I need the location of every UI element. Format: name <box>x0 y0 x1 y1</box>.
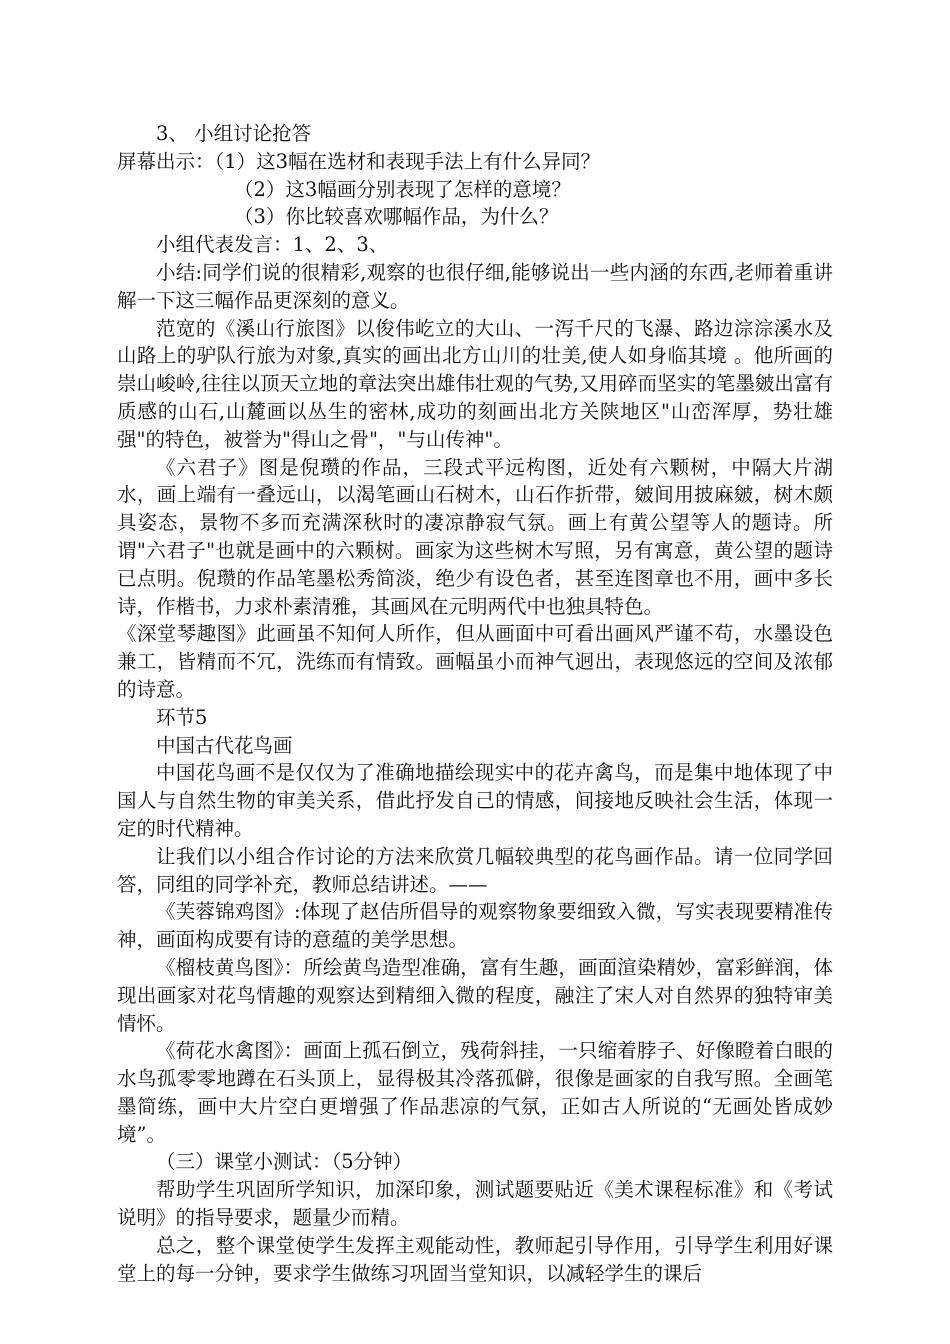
document-body <box>117 120 833 1287</box>
hehua-paragraph: 《荷花水禽图》：画面上孤石倒立，残荷斜挂，一只缩着脖子、好像瞪着白眼的水鸟孤零零地蹲在石头顶上，显得极其冷落孤僻，很像是画家的自我写照。全画笔墨简练，画中大片空白更增强了作品悲凉的气氛，正如古人所说的“无画处皆成妙境”。 <box>117 1039 833 1146</box>
liujunzi-paragraph: 《六君子》图是倪瓒的作品，三段式平远构图，近处有六颗树，中隔大片湖水，画上端有一叠远山，以渴笔画山石树木，山石作折带，皴间用披麻皴，树木颇具姿态，景物不多而充满深秋时的凄凉静寂气氛。画上有黄公望等人的题诗。所谓"六君子"也就是画中的六颗树。画家为这些树木写照，另有寓意，黄公望的题诗已点明。倪瓒的作品笔墨松秀简淡，绝少有设色者，甚至连图章也不用，画中多长诗，作楷书，力求朴素清雅，其画风在元明两代中也独具特色。 <box>117 455 833 618</box>
summary-paragraph: 小结:同学们说的很精彩,观察的也很仔细,能够说出一些内涵的东西,老师着重讲解一下这三幅作品更深刻的意义。 <box>117 260 833 312</box>
screen-prompt-3: （3）你比较喜欢哪幅作品，为什么？ <box>234 205 559 229</box>
quiz-paragraph: 帮助学生巩固所学知识，加深印象，测试题要贴近《美术课程标准》和《考试说明》的指导要求，题量少而精。 <box>117 1178 833 1230</box>
conclusion-paragraph: 总之，整个课堂使学生发挥主观能动性，教师起引导作用，引导学生利用好课堂上的每一分钟，要求学生做练习巩固当堂知识，以减轻学生的课后 <box>117 1233 833 1285</box>
xishan-paragraph: 范宽的《溪山行旅图》以俊伟屹立的大山、一泻千尺的飞瀑、路边淙淙溪水及山路上的驴队行旅为对象,真实的画出北方山川的壮美,使人如身临其境 。他所画的崇山峻岭,往往以顶天立地的章法突出雄伟壮观的气势,又用碎而坚实的笔墨皴出富有质感的山石,山麓画以丛生的密林,成功的刻画出北方关陕地区"山峦浑厚，势壮雄强"的特色，被誉为"得山之骨"，"与山传神"。 <box>117 316 833 451</box>
furong-paragraph: 《芙蓉锦鸡图》:体现了赵佶所倡导的观察物象要细致入微，写实表现要精准传神，画面构成要有诗的意蕴的美学思想。 <box>117 900 833 952</box>
quiz-heading: （三）课堂小测试：（5分钟） <box>156 1150 413 1174</box>
huaniao-intro-paragraph: 中国花鸟画不是仅仅为了准确地描绘现实中的花卉禽鸟，而是集中地体现了中国人与自然生物的审美关系，借此抒发自己的情感，间接地反映社会生活，体现一定的时代精神。 <box>117 761 833 840</box>
liuzhi-paragraph: 《榴枝黄鸟图》：所绘黄鸟造型准确，富有生趣，画面渲染精妙，富彩鲜润，体现出画家对花鸟情趣的观察达到精细入微的程度，融注了宋人对自然界的独特审美情怀。 <box>117 955 833 1035</box>
group-speech: 小组代表发言：1、2、3、 <box>156 233 389 257</box>
shentang-paragraph: 《深堂琴趣图》此画虽不知何人所作，但从画面中可看出画风严谨不苟，水墨设色兼工，皆精而不冗，洗练而有情致。画幅虽小而神气迥出，表现悠远的空间及浓郁的诗意。 <box>117 622 833 701</box>
discussion-heading: 3、 小组讨论抢答 <box>156 122 312 145</box>
section-title: 中国古代花鸟画 <box>156 733 293 757</box>
section-label: 环节5 <box>156 705 208 729</box>
screen-prompt-2: （2）这3幅画分别表现了怎样的意境？ <box>234 177 571 201</box>
screen-prompt-1: 屏幕出示：（1）这3幅在选材和表现手法上有什么异同？ <box>117 149 601 173</box>
group-discussion-paragraph: 让我们以小组合作讨论的方法来欣赏几幅较典型的花鸟画作品。请一位同学回答，同组的同学补充，教师总结讲述。—— <box>117 844 833 896</box>
